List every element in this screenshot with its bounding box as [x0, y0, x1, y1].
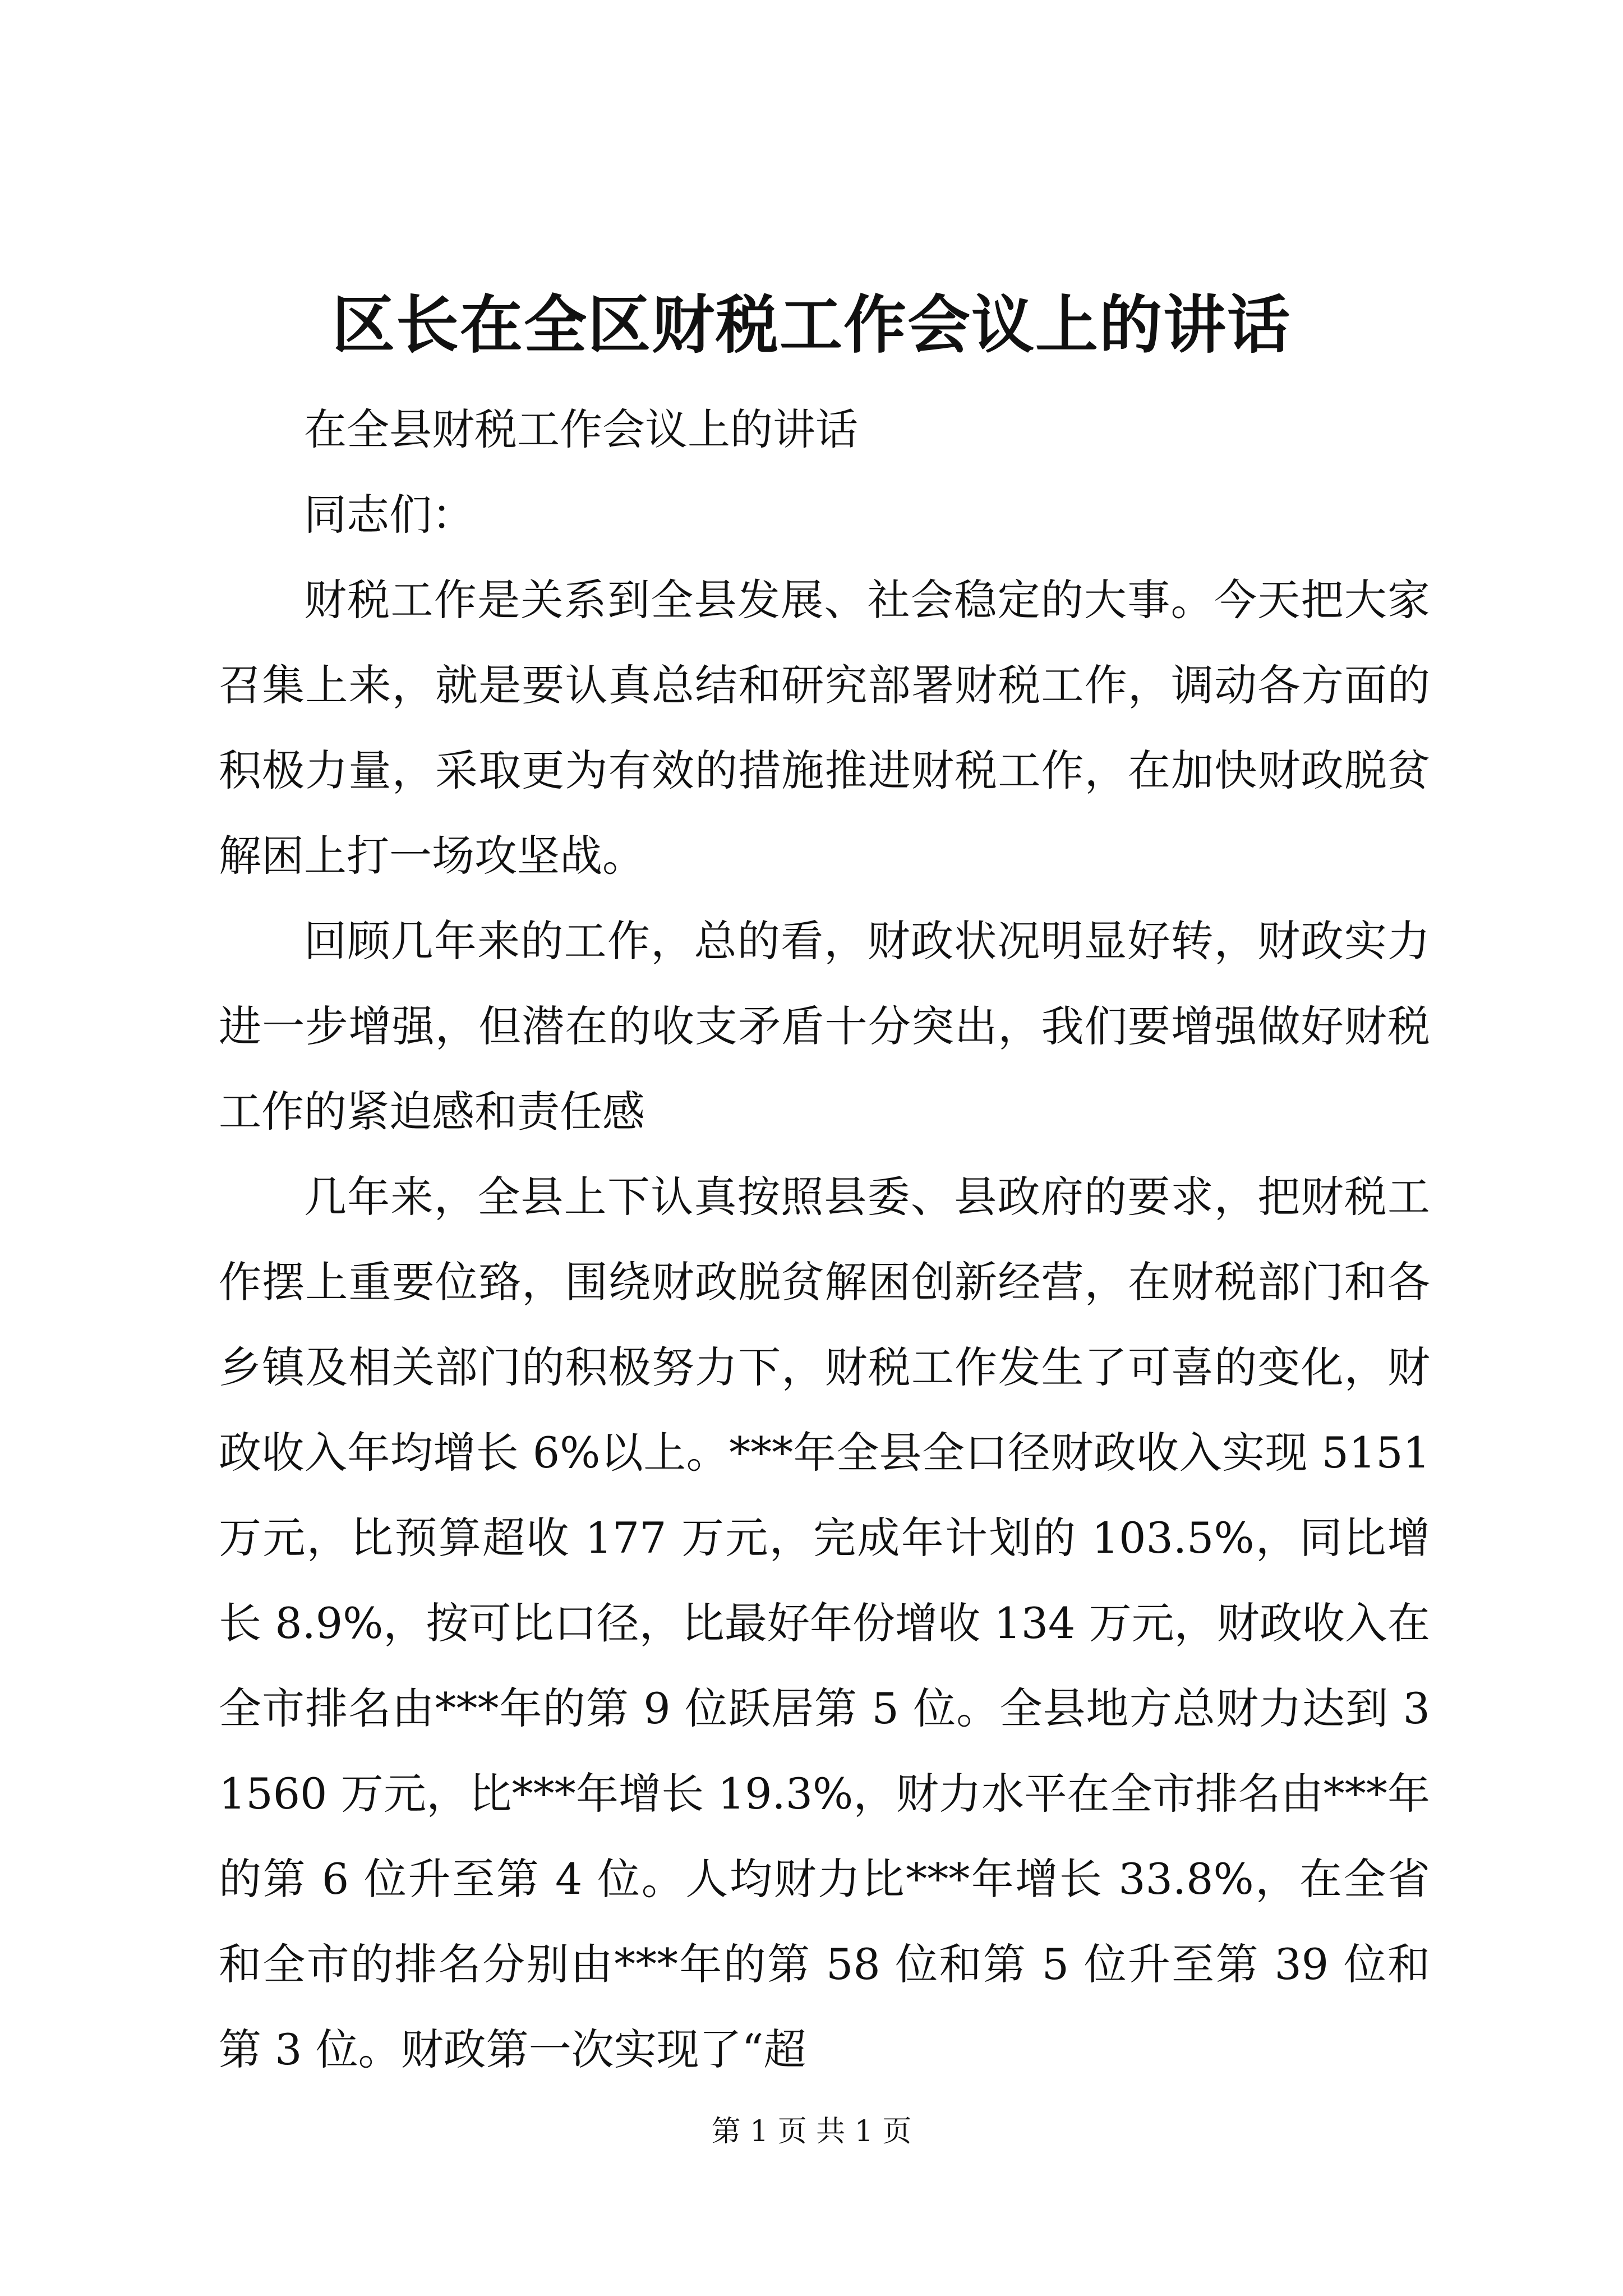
subtitle-paragraph: 在全县财税工作会议上的讲话 [304, 404, 858, 454]
document-title: 区长在全区财税工作会议上的讲话 [332, 288, 1291, 362]
body-paragraph: 几年来，全县上下认真按照县委、县政府的要求，把财税工作摆上重要位臵，围绕财政脱贫解困创新经营，在财税部门和各乡镇及相关部门的积极努力下，财税工作发生了可喜的变化，财政收入年均增长 6%以上。***年全县全口径财政收入实现 5151 万元，比预算超收 177 万元，完成年计划的 103.5%，同比增长 8.9%，按可比口径，比最好年份增收 134 万元，财政收入在全市排名由***年的第 9 位跃居第 5 位。全县地方总财力达到 31560 万元，比***年增长 19.3%，财力水平在全市排名由***年的第 6 位升至第 4 位。人均财力比***年增长 33.8%，在全省和全市的排名分别由***年的第 58 位和第 5 位升至第 39 位和第 3 位。财政第一次实现了“超 [219, 1172, 1430, 2074]
body-paragraph: 财税工作是关系到全县发展、社会稳定的大事。今天把大家召集上来，就是要认真总结和研究部署财税工作，调动各方面的积极力量，采取更为有效的措施推进财税工作，在加快财政脱贫解困上打一场攻坚战。 [219, 575, 1430, 881]
page-footer: 第 1 页 共 1 页 [711, 2115, 912, 2148]
salutation-paragraph: 同志们： [304, 490, 474, 540]
body-paragraph: 回顾几年来的工作，总的看，财政状况明显好转，财政实力进一步增强，但潜在的收支矛盾十分突出，我们要增强做好财税工作的紧迫感和责任感 [219, 916, 1430, 1137]
document-body [219, 387, 1430, 2092]
